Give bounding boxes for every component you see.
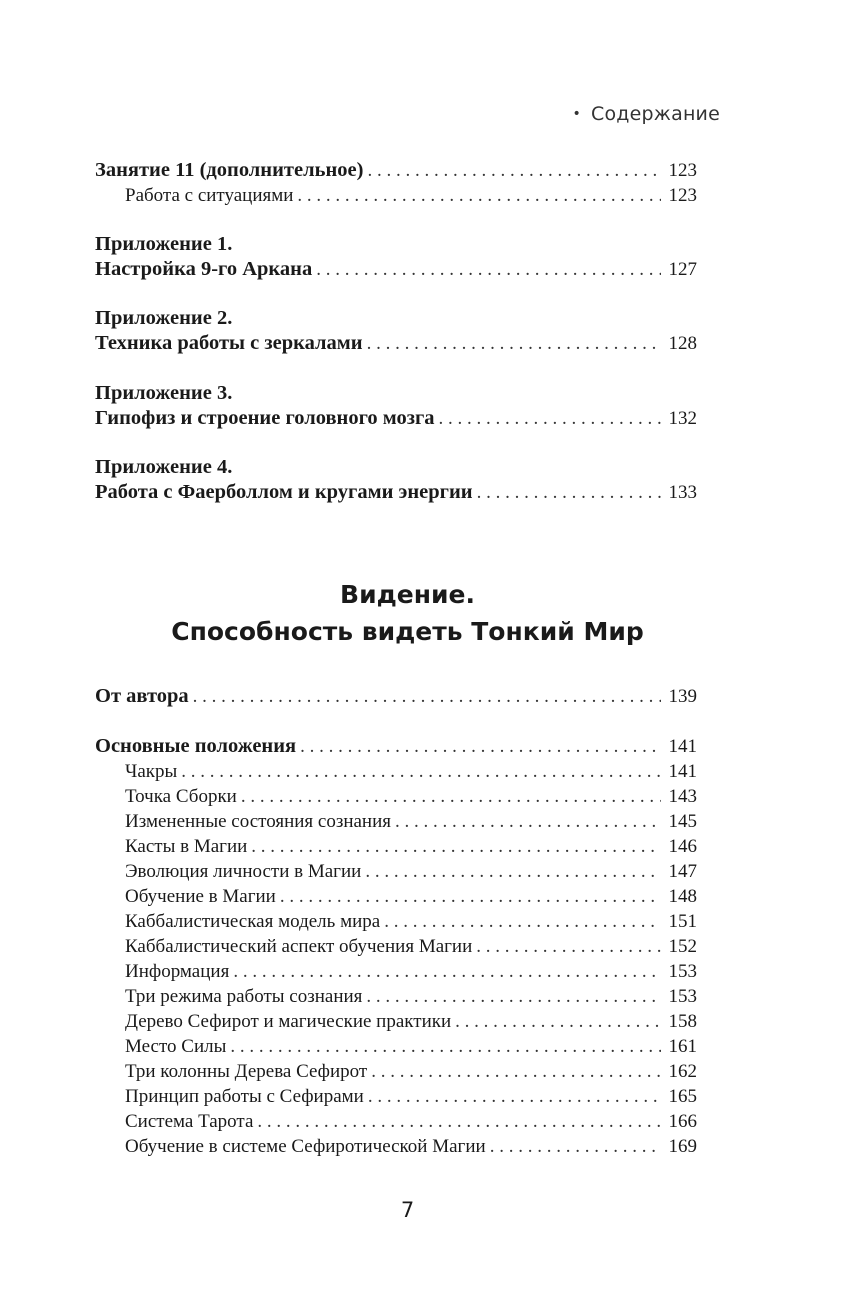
toc-entry-page: 148	[668, 886, 697, 907]
toc-entry-page: 132	[668, 408, 697, 429]
dot-leader	[230, 1034, 661, 1059]
dot-leader	[490, 1134, 661, 1159]
toc-entry-title: Каббалистический аспект обучения Магии	[125, 936, 473, 957]
appendix-label: Приложение 3.	[95, 382, 233, 404]
dot-leader	[233, 959, 661, 984]
dot-leader	[439, 406, 661, 431]
dot-leader	[367, 158, 661, 183]
toc-entry-page: 166	[668, 1111, 697, 1132]
toc-entry-title: Измененные состояния сознания	[125, 811, 392, 832]
toc-subentry	[95, 1059, 697, 1084]
toc-block-main	[95, 734, 697, 1159]
toc-subentry	[95, 934, 697, 959]
toc-entry-title: Основные положения	[95, 735, 297, 757]
toc-block-from-author	[95, 684, 697, 709]
toc-subentry	[95, 1084, 697, 1109]
toc-entry-page: 153	[668, 986, 697, 1007]
dot-leader	[257, 1109, 661, 1134]
toc-entry-page: 158	[668, 1011, 697, 1032]
toc-entry-title: Каббалистическая модель мира	[125, 911, 381, 932]
toc-subentry	[95, 1034, 697, 1059]
appendix-label: Приложение 1.	[95, 233, 233, 255]
toc-entry-page: 147	[668, 861, 697, 882]
toc-entry-page: 145	[668, 811, 697, 832]
toc-entry-title: Место Силы	[125, 1036, 227, 1057]
toc-entry-title: Информация	[125, 961, 230, 982]
toc-entry-page: 123	[668, 160, 697, 181]
toc-entry-page: 161	[668, 1036, 697, 1057]
dot-leader	[366, 984, 661, 1009]
toc-entry-title: Обучение в Магии	[125, 886, 276, 907]
toc-subentry	[95, 884, 697, 909]
toc-entry-appendix-4	[95, 480, 697, 505]
dot-leader	[367, 331, 661, 356]
toc-entry-page: 153	[668, 961, 697, 982]
dot-leader	[300, 734, 661, 759]
dot-leader	[280, 884, 661, 909]
toc-block-appendix-2	[95, 306, 697, 356]
toc-entry-page: 133	[668, 482, 697, 503]
toc-subentry	[95, 183, 697, 208]
appendix-label: Приложение 4.	[95, 456, 233, 478]
toc-entry-title: Работа с Фаерболлом и кругами энергии	[95, 481, 473, 503]
dot-leader	[241, 784, 661, 809]
toc-subentry	[95, 1009, 697, 1034]
toc-entry-title: От автора	[95, 685, 189, 707]
running-head	[573, 103, 720, 125]
toc-entry-title: Три колонны Дерева Сефирот	[125, 1061, 368, 1082]
toc-entry-page: 151	[668, 911, 697, 932]
toc-entry-page: 123	[668, 185, 697, 206]
toc-entry-title: Касты в Магии	[125, 836, 248, 857]
toc-entry-title: Дерево Сефирот и магические практики	[125, 1011, 452, 1032]
dot-leader	[368, 1084, 661, 1109]
appendix-label: Приложение 2.	[95, 307, 233, 329]
toc-entry-title: Чакры	[125, 761, 178, 782]
running-head-bullet: •	[572, 106, 581, 122]
toc-entry-title: Точка Сборки	[125, 786, 237, 807]
dot-leader	[371, 1059, 661, 1084]
dot-leader	[297, 183, 661, 208]
toc-entry-page: 139	[668, 686, 697, 707]
toc-subentry	[95, 859, 697, 884]
dot-leader	[476, 934, 661, 959]
toc-subentry-list	[95, 759, 697, 1159]
dot-leader	[384, 909, 661, 934]
toc-entry-title: Гипофиз и строение головного мозга	[95, 407, 435, 429]
toc-entry-page: 141	[668, 761, 697, 782]
toc-entry-main	[95, 734, 697, 759]
toc-entry-title: Принцип работы с Сефирами	[125, 1086, 364, 1107]
toc-subentry	[95, 759, 697, 784]
dot-leader	[181, 759, 661, 784]
dot-leader	[365, 859, 661, 884]
dot-leader	[455, 1009, 661, 1034]
toc-subentry	[95, 1109, 697, 1134]
toc-entry-page: 143	[668, 786, 697, 807]
dot-leader	[477, 480, 661, 505]
toc-subentry	[95, 984, 697, 1009]
toc-entry-page: 127	[668, 259, 697, 280]
toc-block-appendix-1	[95, 232, 697, 282]
toc-entry-page: 152	[668, 936, 697, 957]
toc-entry-title: Система Тарота	[125, 1111, 254, 1132]
toc-entry-page: 141	[668, 736, 697, 757]
toc-entry-lesson-11	[95, 158, 697, 183]
dot-leader	[316, 257, 661, 282]
toc-entry-title: Техника работы с зеркалами	[95, 332, 363, 354]
toc-entry-from-author	[95, 684, 697, 709]
toc-subentry	[95, 959, 697, 984]
dot-leader	[251, 834, 661, 859]
toc-entry-title: Занятие 11 (дополнительное)	[95, 159, 364, 181]
toc-subentry	[95, 834, 697, 859]
toc-entry-appendix-2	[95, 331, 697, 356]
toc-entry-page: 165	[668, 1086, 697, 1107]
running-head-text: Содержание	[591, 103, 720, 125]
toc-entry-title: Обучение в системе Сефиротической Магии	[125, 1136, 486, 1157]
toc-block-appendix-3	[95, 381, 697, 431]
toc-subentry	[95, 909, 697, 934]
toc-entry-page: 146	[668, 836, 697, 857]
page-number: 7	[400, 1198, 415, 1222]
toc-entry-title: Три режима работы сознания	[125, 986, 363, 1007]
toc-entry-title: Эволюция личности в Магии	[125, 861, 362, 882]
section-title-line-1: Видение.	[340, 580, 475, 609]
toc-entry-title: Настройка 9-го Аркана	[95, 258, 313, 280]
toc-entry-page: 162	[668, 1061, 697, 1082]
toc-entry-page: 128	[668, 333, 697, 354]
toc-entry-appendix-3	[95, 406, 697, 431]
toc-entry-page: 169	[668, 1136, 697, 1157]
toc-subentry	[95, 809, 697, 834]
dot-leader	[395, 809, 661, 834]
toc-entry-title: Работа с ситуациями	[125, 185, 294, 206]
toc-entry-appendix-1	[95, 257, 697, 282]
toc-block-appendix-4	[95, 455, 697, 505]
dot-leader	[193, 684, 661, 709]
toc-subentry	[95, 1134, 697, 1159]
toc-subentry	[95, 784, 697, 809]
toc-block-lesson-11	[95, 158, 697, 208]
section-title-line-2: Способность видеть Тонкий Мир	[171, 617, 644, 646]
